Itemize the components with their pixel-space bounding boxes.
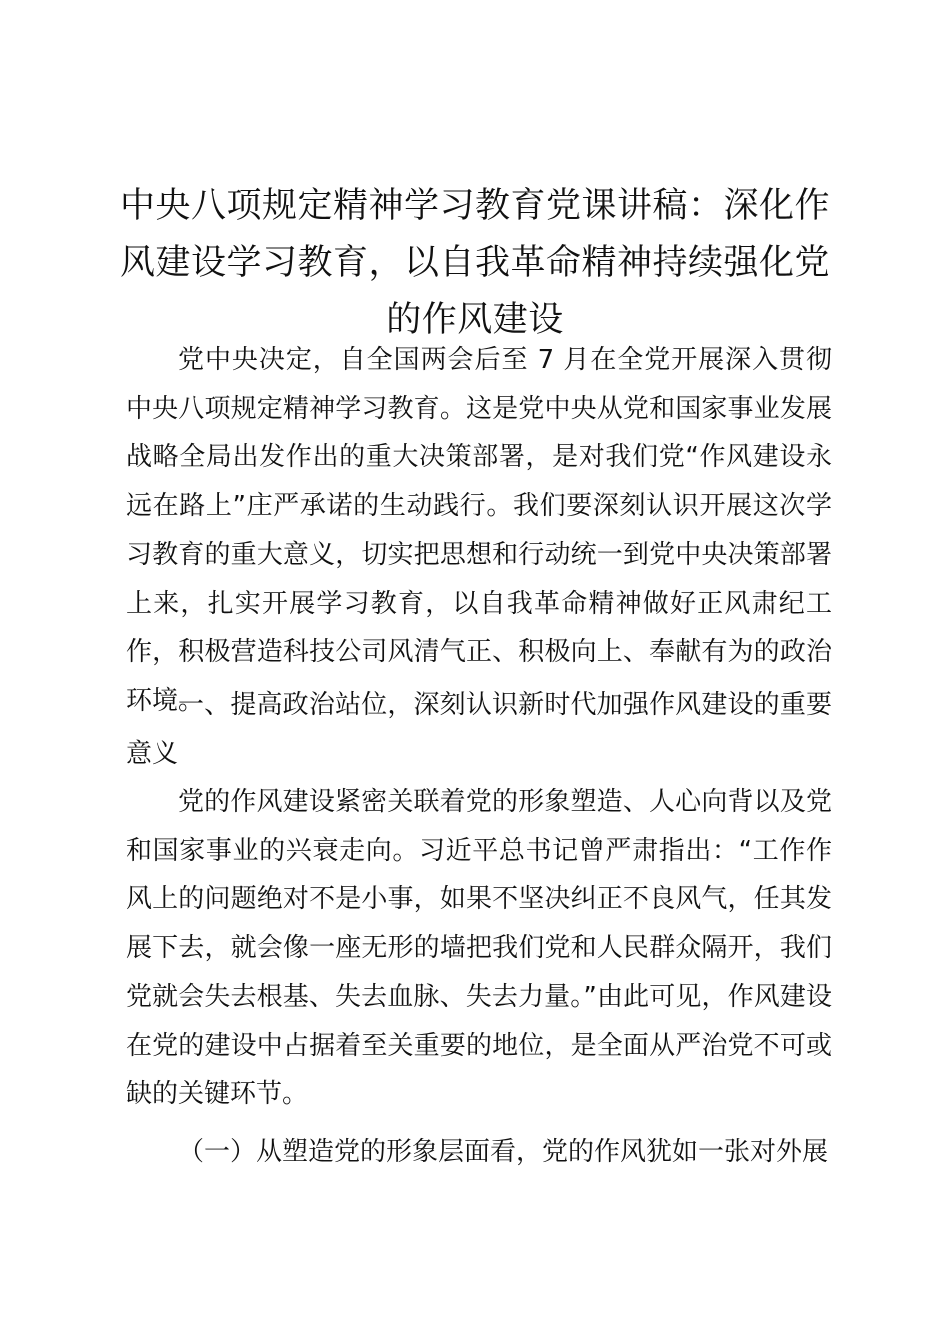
subsection-1-paragraph: （一）从塑造党的形象层面看，党的作风犹如一张对外展 (178, 1137, 829, 1167)
section-1-paragraph: 党的作风建设紧密关联着党的形象塑造、人心向背以及党和国家事业的兴衰走向。习近平总书记曾严肃指出：“工作作风上的问题绝对不是小事，如果不坚决纠正不良风气，任其发展下去，就会像一座无形的墙把我们党和人民群众隔开，我们党就会失去根基、失去血脉、失去力量。”由此可见，作风建设在党的建设中占据着至关重要的地位，是全面从严治党不可或缺的关键环节。 (126, 787, 832, 1110)
intro-paragraph: 党中央决定，自全国两会后至 7 月在全党开展深入贯彻中央八项规定精神学习教育。这是党中央从党和国家事业发展战略全局出发作出的重大决策部署，是对我们党“作风建设永远在路上”庄严承诺的生动践行。我们要深刻认识开展这次学习教育的重大意义，切实把思想和行动统一到党中央决策部署上来，扎实开展学习教育，以自我革命精神做好正风肃纪工作，积极营造科技公司风清气正、积极向上、奉献有为的政治环境。 (126, 345, 832, 716)
section-heading-1: 一、提高政治站位，深刻认识新时代加强作风建设的重要意义 (126, 690, 832, 769)
document-title: 中央八项规定精神学习教育党课讲稿：深化作风建设学习教育，以自我革命精神持续强化党的作风建设 (119, 186, 830, 340)
